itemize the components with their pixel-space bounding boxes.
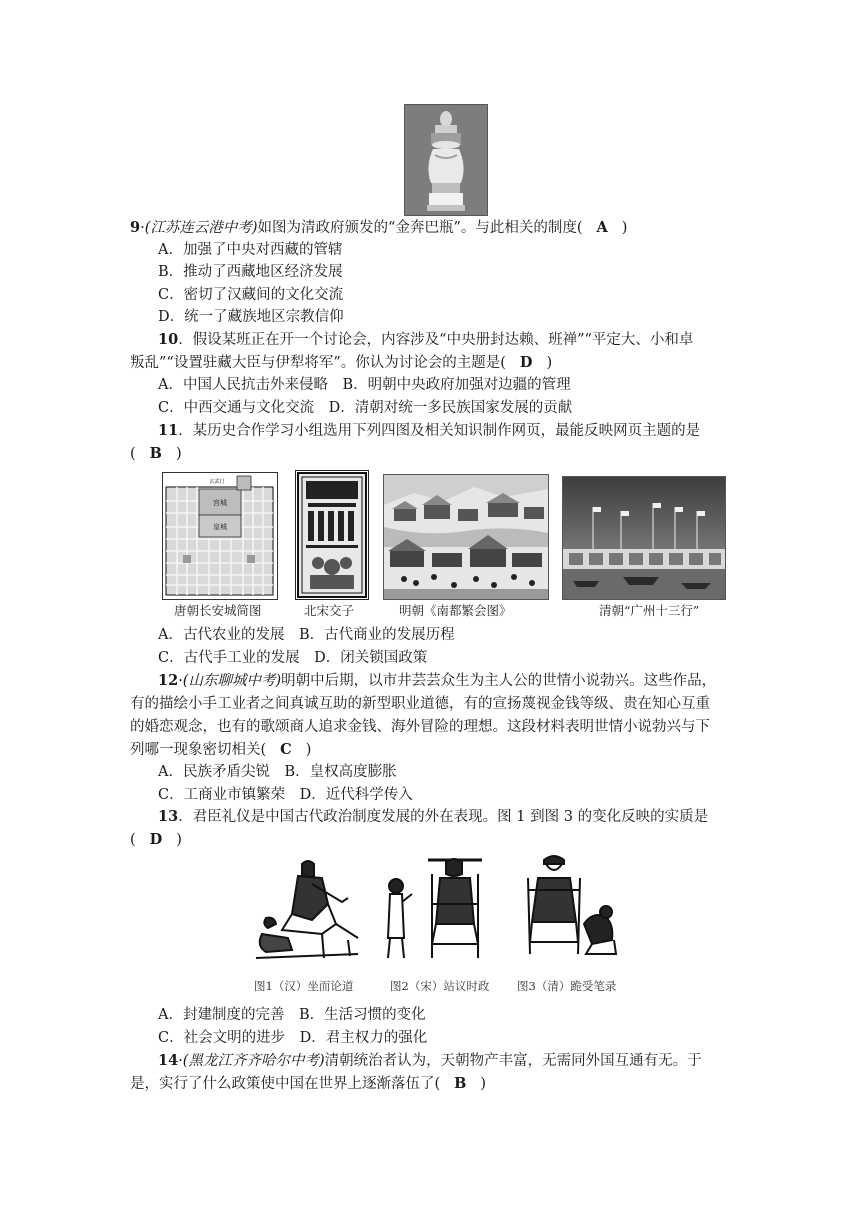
map-imperial-label: 皇城 (213, 523, 227, 531)
q13-stem-line1: 13．君臣礼仪是中国古代政治制度发展的外在表现。图 1 到图 3 的变化反映的实质是 (158, 808, 709, 825)
q14-stem-line1: 14·(黑龙江齐齐哈尔中考)清朝统治者认为，天朝物产丰富，无需同外国互通有无。于 (158, 1052, 702, 1069)
q13-options-line2: C．社会文明的进步 D．君主权力的强化 (158, 1030, 428, 1046)
thirteen-hongs-painting (562, 476, 726, 600)
q13-options-line1: A．封建制度的完善 B．生活习惯的变化 (158, 1007, 426, 1023)
q12-stem-line3: 的婚恋观念，也有的歌颂商人追求金钱、海外冒险的理想。这段材料表明世情小说勃兴与下 (130, 719, 710, 735)
golden-urn-photo (404, 104, 488, 216)
q13-caption-3: 图3（清）跪受笔录 (517, 979, 617, 993)
q9-option-c: C．密切了汉藏间的文化交流 (158, 287, 344, 303)
q9-option-a: A．加强了中央对西藏的管辖 (158, 242, 343, 258)
qing-figure (522, 850, 622, 966)
q11-caption-3: 明朝《南都繁会图》 (399, 603, 512, 618)
han-figure (252, 854, 362, 966)
q9-stem: 9·(江苏连云港中考)如图为清政府颁发的“金奔巴瓶”。与此相关的制度( A ) (130, 219, 628, 236)
q11-caption-2: 北宋交子 (304, 603, 355, 618)
q11-options-line1: A．古代农业的发展 B．古代商业的发展历程 (158, 627, 455, 643)
song-figure (382, 854, 502, 966)
q10-stem-line2: 叛乱”“设置驻藏大臣与伊犁将军”。你认为讨论会的主题是( D ) (130, 354, 553, 371)
q9-answer: A (596, 219, 608, 236)
q13-caption-1: 图1（汉）坐而论道 (254, 979, 354, 993)
q10-options-line1: A．中国人民抗击外来侵略 B．明朝中央政府加强对边疆的管理 (158, 377, 571, 393)
q10-answer: D (519, 354, 533, 371)
changan-map (162, 472, 278, 600)
q12-options-line2: C．工商业市镇繁荣 D．近代科学传入 (158, 787, 413, 803)
q12-stem-line1: 12·(山东聊城中考)明朝中后期，以市井芸芸众生为主人公的世情小说勃兴。这些作品， (158, 672, 717, 689)
nandu-painting (383, 474, 549, 600)
q13-answer: D (149, 831, 163, 848)
q11-answer: B (149, 445, 162, 462)
q11-stem-line1: 11．某历史合作学习小组选用下列四图及相关知识制作网页，最能反映网页主题的是 (158, 422, 701, 439)
q12-options-line1: A．民族矛盾尖锐 B．皇权高度膨胀 (158, 764, 397, 780)
q11-stem-line2: ( B ) (130, 445, 182, 462)
q10-stem-line1: 10．假设某班正在开一个讨论会，内容涉及“中央册封达赖、班禅”“平定大、小和卓 (158, 331, 694, 348)
jiaozi-note (295, 470, 369, 600)
q14-stem-line2: 是，实行了什么政策使中国在世界上逐渐落伍了( B ) (130, 1075, 487, 1092)
q12-stem-line4: 列哪一现象密切相关( C ) (130, 741, 312, 758)
q9-option-b: B．推动了西藏地区经济发展 (158, 264, 343, 280)
q12-stem-line2: 有的描绘小手工业者之间真诚互助的新型职业道德，有的宣扬蔑视金钱等级、贵在知心互重 (130, 696, 710, 712)
q11-caption-1: 唐朝长安城简图 (174, 603, 262, 618)
q13-caption-2: 图2（宋）站议时政 (390, 979, 490, 993)
q12-answer: C (280, 741, 292, 758)
q11-options-line2: C．古代手工业的发展 D．闭关锁国政策 (158, 650, 428, 666)
q13-stem-line2: ( D ) (130, 831, 182, 848)
map-gate-label: 玄武门 (209, 479, 225, 485)
q14-answer: B (454, 1075, 467, 1092)
q11-caption-4: 清朝“广州十三行” (599, 603, 700, 618)
q9-option-d: D．统一了藏族地区宗教信仰 (158, 309, 344, 325)
map-palace-label: 宫城 (213, 499, 227, 507)
q10-options-line2: C．中西交通与文化交流 D．清朝对统一多民族国家发展的贡献 (158, 400, 573, 416)
